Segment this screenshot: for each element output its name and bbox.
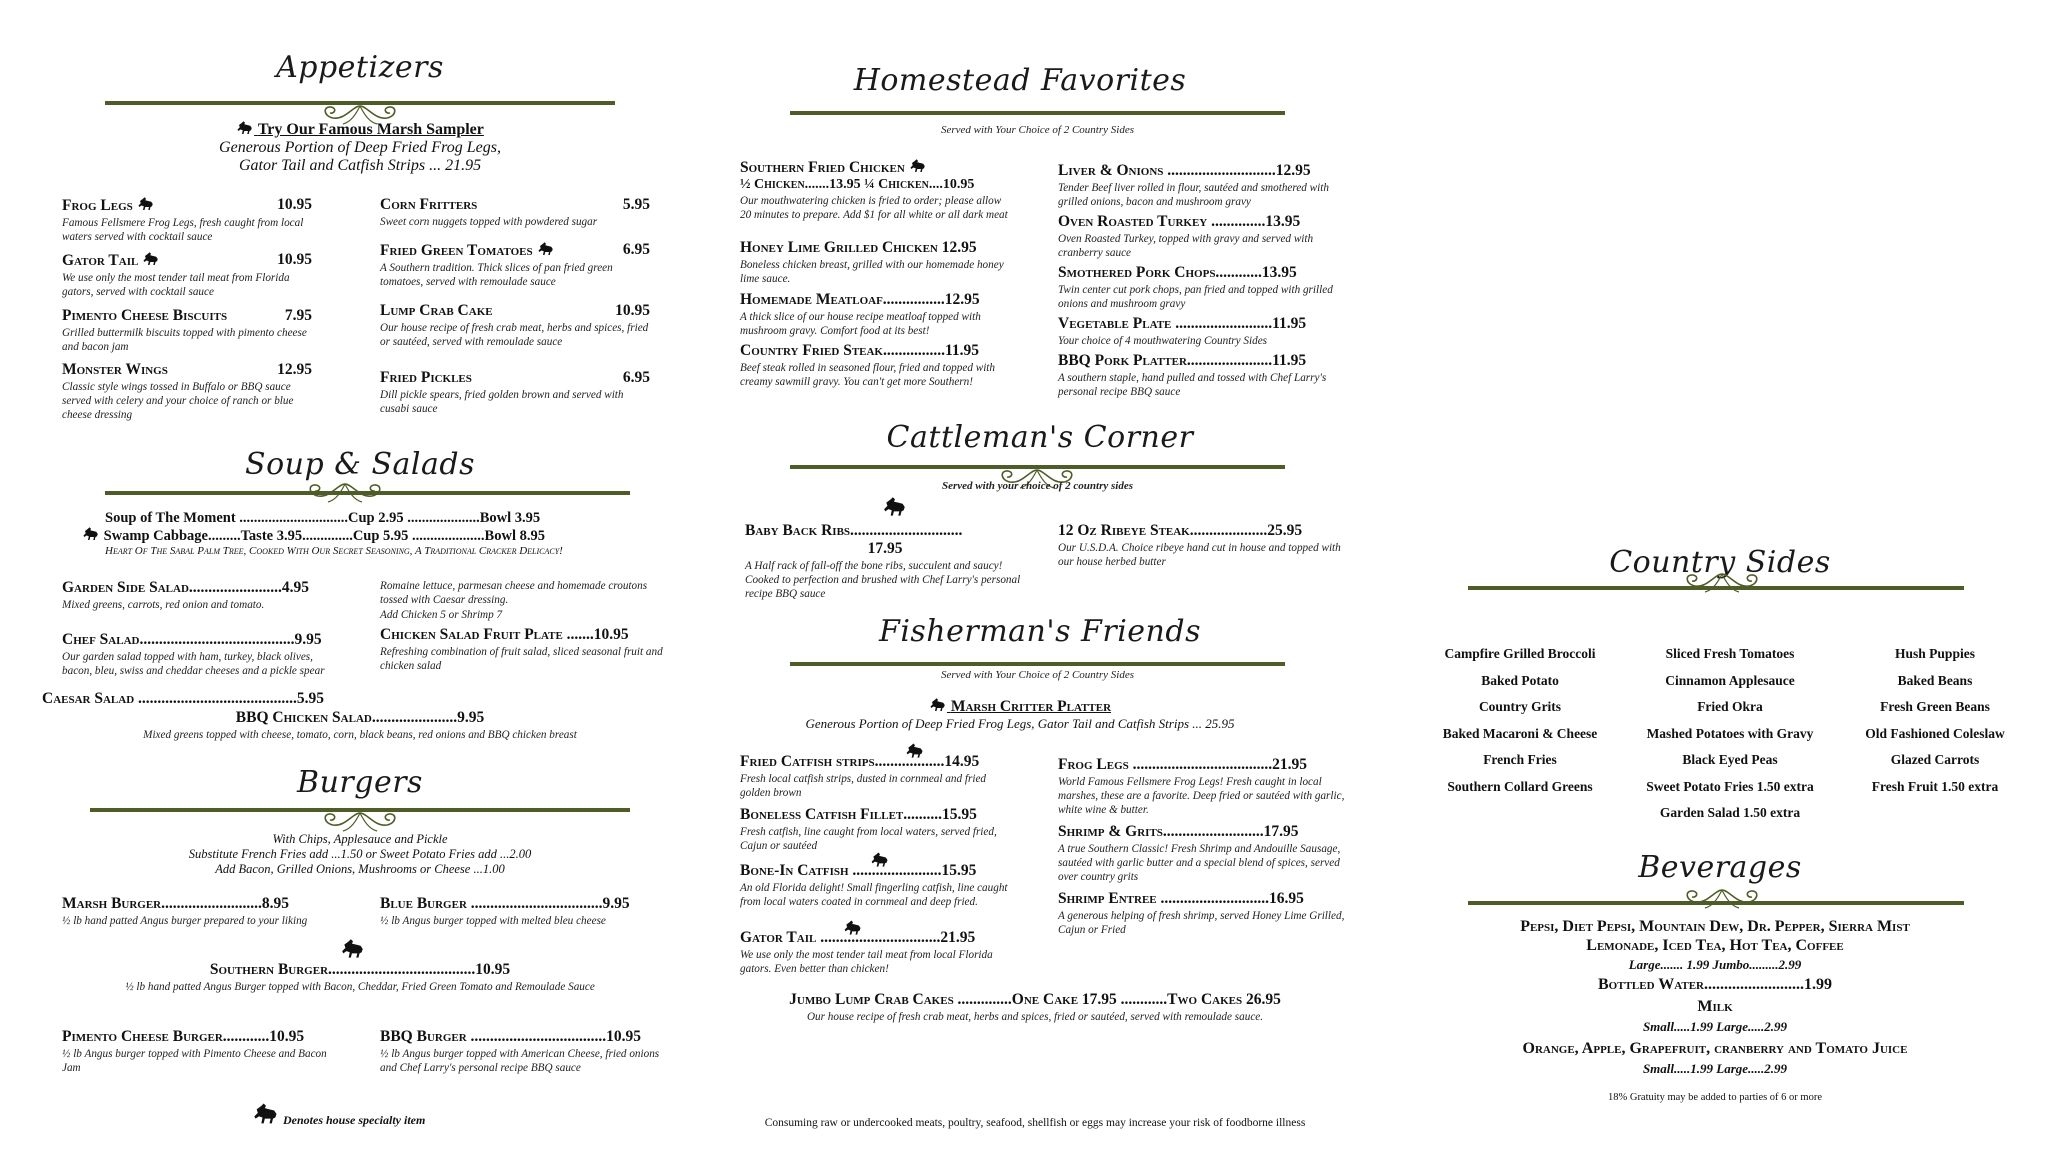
item-name: Oven Roasted Turkey ..............13.95 [1058, 213, 1301, 230]
homestead-sub: Served with Your Choice of 2 Country Sides [940, 124, 1134, 136]
item-name: Smothered Pork Chops............13.95 [1058, 264, 1297, 281]
side-item: Fresh Fruit 1.50 extra [1871, 778, 1999, 794]
item-price: 10.95 [277, 251, 312, 268]
sampler-line-2: Gator Tail and Catfish Strips ... 21.95 [238, 157, 482, 174]
item-name: BBQ Pork Platter......................11.95 [1058, 352, 1307, 369]
item-desc: Sweet corn nuggets topped with powdered sugar [380, 216, 598, 228]
menu-item [62, 1028, 342, 1075]
platter-desc: Generous Portion of Deep Fried Frog Legs, Gator Tail and Catfish Strips ... 25.95 [805, 716, 1235, 731]
bottled-water: Bottled Water.........................1.99 [1598, 976, 1832, 993]
item-name: Jumbo Lump Crab Cakes ..............One Cake 17.95 ............Two Cakes 26.95 [789, 991, 1281, 1008]
romaine-desc [380, 578, 650, 622]
menu-item [1058, 264, 1353, 311]
cattleman-title: Cattleman's Corner [886, 420, 1194, 455]
burgers-intro-2: Substitute French Fries add ...1.50 or Sweet Potato Fries add ...2.00 [188, 847, 532, 861]
side-item: Mashed Potatoes with Gravy [1646, 725, 1814, 741]
item-name: Fried Catfish strips..................14.95 [740, 753, 980, 770]
flourish-ornament [300, 480, 390, 506]
menu-item [740, 291, 1015, 338]
sides-column-3 [1845, 641, 2025, 800]
burgers-title: Burgers [297, 765, 423, 800]
menu-item [1058, 823, 1358, 884]
side-item: Country Grits [1478, 699, 1562, 714]
item-price: 17.95 [867, 540, 903, 557]
item-desc: ½ lb Angus burger topped with American Cheese, fried onions and Chef Larry's personal recipe BBQ sauce [380, 1048, 660, 1074]
menu-item [380, 302, 650, 349]
soups-title: Soup & Salads [245, 447, 475, 482]
beverages-title: Beverages [1638, 850, 1802, 885]
item-desc: Mixed greens topped with cheese, tomato, corn, black beans, red onions and BBQ chicken breast [143, 729, 577, 741]
menu-item [380, 241, 650, 289]
side-item: Baked Beans [1897, 672, 1973, 688]
item-desc: Oven Roasted Turkey, topped with gravy and served with cranberry sauce [1058, 233, 1314, 259]
item-price: 6.95 [622, 241, 650, 258]
soda-sizes: Large....... 1.99 Jumbo.........2.99 [1628, 957, 1802, 972]
item-name: Chef Salad........................................9.95 [62, 631, 322, 648]
legend-text: Denotes house specialty item [283, 1113, 426, 1127]
item-name: Monster Wings [62, 361, 168, 378]
item-name: Gator Tail ...............................21.95 [740, 929, 976, 946]
side-item: Fried Okra [1697, 699, 1763, 714]
menu-item [380, 369, 650, 416]
menu-item [740, 158, 1015, 222]
item-desc: Our U.S.D.A. Choice ribeye hand cut in house and topped with our house herbed butter [1058, 542, 1341, 568]
menu-item [62, 361, 312, 422]
item-name: Corn Fritters [380, 196, 478, 213]
juice-sizes: Small.....1.99 Large.....2.99 [1642, 1061, 1788, 1076]
menu-item [380, 196, 650, 229]
item-desc: Fresh local catfish strips, dusted in cornmeal and fried golden brown [740, 773, 987, 799]
menu-item [740, 929, 1010, 976]
menu-item [740, 239, 1015, 286]
item-desc: A Half rack of fall-off the bone ribs, succulent and saucy! Cooked to perfection and brushed with Chef Larry's personal recipe BBQ sauce [745, 560, 1021, 600]
item-desc: We use only the most tender tail meat from Florida gators, served with cocktail sauce [62, 272, 290, 298]
item-price: 5.95 [622, 196, 650, 213]
item-desc: A thick slice of our house recipe meatloaf topped with mushroom gravy. Comfort food at its best! [740, 311, 981, 337]
appetizers-title: Appetizers [276, 50, 444, 85]
menu-item [62, 196, 312, 244]
swamp-cabbage-row [82, 526, 545, 545]
burgers-intro-1: With Chips, Applesauce and Pickle [272, 832, 448, 846]
juice: Orange, Apple, Grapefruit, cranberry and Tomato Juice [1522, 1040, 1908, 1057]
menu-item [740, 862, 1010, 909]
sampler-box [150, 120, 570, 175]
menu-item [1058, 756, 1358, 817]
side-item: Sweet Potato Fries 1.50 extra [1646, 778, 1814, 794]
flourish-ornament [1677, 886, 1767, 912]
milk-sizes: Small.....1.99 Large.....2.99 [1642, 1019, 1788, 1034]
horse-icon [252, 1102, 280, 1126]
swamp-desc: Heart Of The Sabal Palm Tree, Cooked With Our Secret Seasoning, A Traditional Cracker Delicacy! [105, 545, 563, 557]
sides-title: Country Sides [1609, 545, 1831, 580]
item-price: 10.95 [615, 302, 650, 319]
item-desc: A Southern tradition. Thick slices of pan fried green tomatoes, served with remoulade sauce [380, 262, 613, 288]
item-price: 6.95 [622, 369, 650, 386]
item-desc: Our house recipe of fresh crab meat, herbs and spices, fried or sautéed, served with remoulade sauce. [806, 1011, 1264, 1023]
item-desc: Our mouthwatering chicken is fried to order; please allow 20 minutes to prepare. Add $1 for all white or all dark meat [740, 195, 1008, 221]
sides-column-2 [1615, 641, 1845, 827]
menu-item [62, 895, 332, 928]
disclaimer: Consuming raw or undercooked meats, poultry, seafood, shellfish or eggs may increase your risk of foodborne illness [764, 1117, 1306, 1129]
item-name: 12 Oz Ribeye Steak....................25.95 [1058, 522, 1303, 539]
item-name: Blue Burger ..................................9.95 [380, 895, 630, 912]
menu-item [380, 626, 665, 673]
menu-item [1058, 162, 1353, 209]
menu-item [60, 709, 660, 742]
item-desc: Refreshing combination of fruit salad, sliced seasonal fruit and chicken salad [380, 646, 663, 672]
menu-item [740, 991, 1330, 1024]
item-price: 10.95 [277, 196, 312, 213]
item-desc: Famous Fellsmere Frog Legs, fresh caught from local waters served with cocktail sauce [62, 217, 304, 243]
side-item: Campfire Grilled Broccoli [1444, 646, 1596, 661]
menu-item [42, 690, 324, 708]
soda-line-1: Pepsi, Diet Pepsi, Mountain Dew, Dr. Pepper, Sierra Mist [1520, 918, 1910, 935]
cattleman-sub: Served with your choice of 2 country sides [942, 480, 1133, 492]
side-item: Baked Potato [1481, 672, 1559, 688]
item-name: Southern Fried Chicken [740, 159, 905, 176]
item-name: Honey Lime Grilled Chicken 12.95 [740, 239, 977, 256]
item-name: Fried Pickles [380, 369, 472, 386]
item-desc: An old Florida delight! Small fingerling catfish, line caught from local waters coated in cornmeal and deep fried. [740, 882, 1008, 908]
horse-icon [882, 496, 908, 518]
menu-item [1058, 213, 1353, 260]
menu-item [62, 579, 352, 612]
side-item: Black Eyed Peas [1682, 752, 1778, 767]
item-desc: Classic style wings tossed in Buffalo or BBQ sauce served with celery and your choice of ranch or blue cheese dressing [62, 381, 294, 421]
horse-icon [340, 938, 366, 960]
item-desc: Grilled buttermilk biscuits topped with pimento cheese and bacon jam [62, 327, 307, 353]
item-desc: Twin center cut pork chops, pan fried and topped with grilled onions and mushroom gravy [1058, 284, 1333, 310]
item-name: Shrimp Entree ............................16.95 [1058, 890, 1304, 907]
horse-icon [82, 526, 100, 542]
item-name: Gator Tail [62, 252, 139, 269]
item-desc: Our house recipe of fresh crab meat, herbs and spices, fried or sautéed, served with remoulade sauce [380, 322, 649, 348]
item-desc: Mixed greens, carrots, red onion and tomato. [62, 599, 265, 611]
horse-icon [929, 697, 947, 713]
item-name: BBQ Burger ...................................10.95 [380, 1028, 642, 1045]
menu-item [380, 1028, 670, 1075]
menu-item [62, 251, 312, 299]
menu-item [740, 753, 1010, 800]
menu-item [62, 307, 312, 354]
platter-name: Marsh Critter Platter [950, 698, 1112, 715]
item-desc: World Famous Fellsmere Frog Legs! Fresh caught in local marshes, these are a favorite. Deep fried or sautéed with garlic, white wine & butter. [1058, 776, 1345, 816]
swamp-cabbage: Swamp Cabbage.........Taste 3.95..............Cup 5.95 ....................Bowl 8.95 [103, 528, 545, 544]
item-name: Southern Burger......................................10.95 [209, 961, 511, 978]
item-name: Frog Legs ....................................21.95 [1058, 756, 1307, 773]
menu-item [380, 895, 670, 928]
item-name: Chicken Salad Fruit Plate .......10.95 [380, 626, 629, 643]
item-name: Pimento Cheese Biscuits [62, 307, 228, 324]
menu-item [62, 631, 332, 678]
side-item: Garden Salad 1.50 extra [1659, 805, 1801, 820]
item-desc: Your choice of 4 mouthwatering Country Sides [1058, 335, 1268, 347]
item-desc: Tender Beef liver rolled in flour, sautéed and smothered with grilled onions, bacon and mushroom gravy [1058, 182, 1329, 208]
item-name: Fried Green Tomatoes [380, 242, 533, 259]
item-name: Bone-In Catfish .......................15.95 [740, 862, 977, 879]
fisherman-title: Fisherman's Friends [879, 614, 1201, 649]
item-name: Shrimp & Grits..........................17.95 [1058, 823, 1299, 840]
menu-item [1058, 352, 1353, 399]
horse-icon [236, 120, 254, 136]
item-desc: Romaine lettuce, parmesan cheese and homemade croutons tossed with Caesar dressing. [380, 580, 648, 606]
horse-icon [537, 241, 555, 257]
menu-item [745, 522, 1025, 601]
item-name: Lump Crab Cake [380, 302, 493, 319]
item-desc: Our garden salad topped with ham, turkey, black olives, bacon, bleu, swiss and cheddar cheeses and a pickle spear [62, 651, 325, 677]
item-desc: A southern staple, hand pulled and tossed with Chef Larry's personal recipe BBQ sauce [1058, 372, 1327, 398]
homestead-rule [790, 111, 1285, 115]
horse-icon [909, 158, 927, 174]
item-name: Liver & Onions ............................12.95 [1058, 162, 1311, 179]
menu-item [740, 342, 1015, 389]
side-item: Southern Collard Greens [1447, 778, 1593, 794]
sides-column-1 [1420, 641, 1620, 800]
item-desc-add: Add Chicken 5 or Shrimp 7 [380, 609, 503, 621]
item-name: BBQ Chicken Salad......................9.95 [235, 709, 485, 726]
side-item: Hush Puppies [1895, 646, 1975, 661]
fisherman-sub: Served with Your Choice of 2 Country Sides [940, 669, 1134, 681]
item-name: Boneless Catfish Fillet..........15.95 [740, 806, 977, 823]
item-price: 7.95 [284, 307, 312, 324]
item-name: Pimento Cheese Burger............10.95 [62, 1028, 305, 1045]
horse-icon [137, 196, 155, 212]
horse-icon [905, 742, 925, 760]
homestead-title: Homestead Favorites [853, 63, 1187, 98]
side-item: Old Fashioned Coleslaw [1865, 725, 2005, 741]
fisherman-rule [790, 662, 1285, 666]
menu-item [60, 961, 660, 994]
side-item: Fresh Green Beans [1880, 699, 1990, 714]
burgers-intro-3: Add Bacon, Grilled Onions, Mushrooms or Cheese ...1.00 [215, 862, 505, 876]
item-desc: Boneless chicken breast, grilled with our homemade honey lime sauce. [740, 259, 1004, 285]
item-desc: A true Southern Classic! Fresh Shrimp and Andouille Sausage, sautéed with garlic butter and a special blend of spices, served over country grits [1058, 843, 1341, 883]
side-item: Cinnamon Applesauce [1665, 672, 1795, 688]
item-name: Marsh Burger..........................8.95 [62, 895, 290, 912]
item-name: Vegetable Plate .........................11.95 [1058, 315, 1307, 332]
sampler-name: Try Our Famous Marsh Sampler [257, 121, 484, 138]
side-item: Glazed Carrots [1890, 752, 1980, 767]
soup-moment: Soup of The Moment ..............................Cup 2.95 ....................Bowl 3.95 [105, 510, 541, 526]
item-name: Country Fried Steak................11.95 [740, 342, 980, 359]
flourish-ornament [1677, 570, 1767, 596]
item-sizes: ½ Chicken.......13.95 ¼ Chicken....10.95 [740, 177, 975, 192]
item-desc: Fresh catfish, line caught from local waters, served fried, Cajun or sautéed [740, 826, 997, 852]
horse-icon [142, 251, 160, 267]
burgers-intro [90, 832, 630, 877]
item-desc: Dill pickle spears, fried golden brown and served with cusabi sauce [380, 389, 624, 415]
item-desc: ½ lb Angus burger topped with melted bleu cheese [380, 915, 606, 927]
item-desc: Beef steak rolled in seasoned flour, fried and topped with creamy sawmill gravy. You can't get more Southern! [740, 362, 995, 388]
sampler-line-1: Generous Portion of Deep Fried Frog Legs, [219, 139, 501, 156]
milk: Milk [1697, 998, 1733, 1015]
menu-item [1058, 315, 1353, 348]
menu-item [1058, 522, 1358, 569]
legend [252, 1102, 425, 1128]
item-desc: A generous helping of fresh shrimp, served Honey Lime Grilled, Cajun or Fried [1058, 910, 1345, 936]
menu-item [1058, 890, 1358, 937]
item-name: Caesar Salad .........................................5.95 [42, 690, 325, 707]
item-price: 12.95 [277, 361, 312, 378]
soda-line-2: Lemonade, Iced Tea, Hot Tea, Coffee [1586, 937, 1844, 954]
side-item: French Fries [1483, 752, 1557, 767]
side-item: Sliced Fresh Tomatoes [1665, 646, 1795, 661]
item-desc: ½ lb hand patted Angus Burger topped with Bacon, Cheddar, Fried Green Tomato and Remoulade Sauce [125, 981, 595, 993]
item-name: Homemade Meatloaf................12.95 [740, 291, 980, 308]
item-desc: We use only the most tender tail meat from local Florida gators. Even better than chicken! [740, 949, 993, 975]
gratuity-note: 18% Gratuity may be added to parties of 6 or more [1607, 1092, 1823, 1103]
item-name: Frog Legs [62, 197, 133, 214]
critter-platter [740, 697, 1300, 732]
item-name: Baby Back Ribs............................. [745, 522, 963, 539]
menu-item [740, 806, 1015, 853]
item-name: Garden Side Salad........................4.95 [62, 579, 310, 596]
item-desc: ½ lb Angus burger topped with Pimento Cheese and Bacon Jam [62, 1048, 327, 1074]
side-item: Baked Macaroni & Cheese [1442, 725, 1598, 741]
item-desc: ½ lb hand patted Angus burger prepared to your liking [62, 915, 308, 927]
